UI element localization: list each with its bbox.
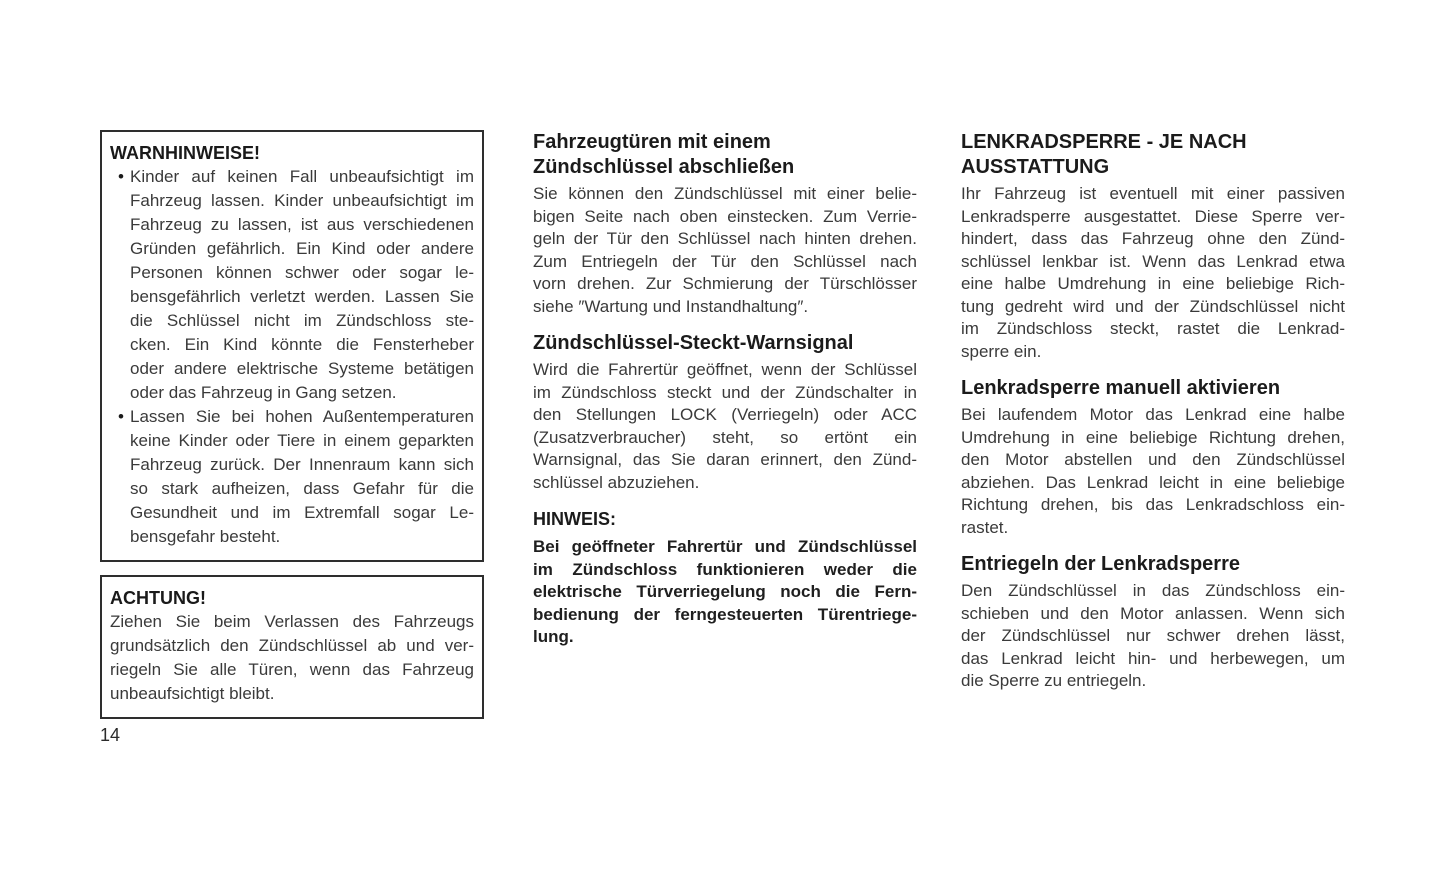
section-body	[533, 359, 917, 494]
section-lenkradsperre	[961, 130, 1345, 363]
text-line: Gesundheit und im Extremfall sogar Le-	[130, 503, 474, 522]
section-body	[961, 404, 1345, 539]
text-line: abziehen. Das Lenkrad leicht in eine beliebige	[961, 472, 1345, 492]
text-line: eine halbe Umdrehung in eine beliebige Rich-	[961, 274, 1345, 293]
text-line: (Zusatzverbraucher) steht, so ertönt ein	[533, 427, 917, 447]
section-fahrzeugtueren-abschliessen	[533, 130, 917, 318]
text-line: tung gedreht wird und der Zündschlüssel nicht	[961, 296, 1345, 316]
section-hinweis	[533, 507, 917, 649]
bullet-icon: •	[118, 407, 124, 426]
text-line: bensgefährlich verletzt werden. Lassen Sie	[130, 287, 474, 306]
warning-box	[100, 130, 484, 562]
text-line: so stark aufheizen, dass Gefahr für die	[130, 479, 474, 498]
text-line: schieben und den Motor anlassen. Wenn sich	[961, 603, 1345, 623]
text-line: sperre ein.	[961, 341, 1042, 361]
text-line: Fahrzeug zurück. Der Innenraum kann sich	[130, 455, 474, 474]
bullet-icon: •	[118, 167, 124, 186]
text-line: Fahrzeug lassen. Kinder unbeaufsichtigt im	[130, 191, 474, 210]
text-line: Warnsignal, das Sie daran erinnert, den Zünd-	[533, 450, 917, 469]
section-heading: Zündschlüssel-Steckt-Warnsignal	[533, 332, 854, 354]
bullet-text	[130, 165, 474, 405]
text-line: den Motor abstellen und den Zündschlüssel	[961, 450, 1345, 469]
text-line: bigen Seite nach oben einstecken. Zum Verrie-	[533, 206, 917, 226]
text-line: vorn drehen. Zur Schmierung der Türschlösser	[533, 274, 917, 293]
text-line: cken. Ein Kind könnte die Fensterheber	[130, 335, 474, 354]
text-line: Fahrzeug zu lassen, ist aus verschiedenen	[130, 215, 474, 234]
text-line: keine Kinder oder Tiere in einem geparkten	[130, 431, 474, 450]
text-line: Zum Entriegeln der Tür den Schlüssel nach	[533, 251, 917, 271]
text-line: der Zündschlüssel nur schwer drehen lässt,	[961, 626, 1345, 645]
text-line: Personen können schwer oder sogar le-	[130, 263, 474, 282]
text-line: Bei laufendem Motor das Lenkrad eine halbe	[961, 405, 1345, 424]
text-line: Bei geöffneter Fahrertür und Zündschlüssel	[533, 537, 917, 556]
section-body	[533, 183, 917, 318]
text-line: Kinder auf keinen Fall unbeaufsichtigt im	[130, 167, 474, 186]
text-line: Umdrehung in eine beliebige Richtung drehen,	[961, 427, 1345, 447]
column-middle	[533, 130, 917, 649]
text-line: im Zündschloss steckt, rastet die Lenkrad-	[961, 319, 1345, 338]
text-line: Lassen Sie bei hohen Außentemperaturen	[130, 407, 474, 426]
warning-box-title: WARNHINWEISE!	[110, 143, 260, 163]
text-line: Gründen gefährlich. Ein Kind oder andere	[130, 239, 474, 258]
column-left	[100, 130, 484, 719]
section-heading: Lenkradsperre manuell aktivieren	[961, 377, 1281, 399]
warning-bullet-item	[110, 405, 474, 549]
section-steckt-warnsignal	[533, 331, 917, 494]
text-line: die Sperre zu entriegeln.	[961, 671, 1147, 690]
text-line: das Lenkrad leicht hin- und herbewegen, um	[961, 648, 1345, 668]
text-line: lung.	[533, 627, 574, 646]
text-line: oder andere elektrische Systeme betätigen	[130, 359, 474, 378]
section-heading: HINWEIS:	[533, 509, 616, 529]
bullet-text	[130, 405, 474, 549]
caution-box	[100, 575, 484, 719]
text-line: grundsätzlich den Zündschlüssel ab und ver-	[110, 636, 474, 655]
warning-box-body	[110, 165, 474, 549]
section-body	[961, 183, 1345, 363]
warning-bullet-item	[110, 165, 474, 405]
text-line: Richtung drehen, bis das Lenkradschloss ein-	[961, 495, 1345, 514]
text-line: den Stellungen LOCK (Verriegeln) oder ACC	[533, 405, 917, 424]
caution-box-body	[110, 610, 474, 706]
text-line: Ihr Fahrzeug ist eventuell mit einer passiven	[961, 184, 1345, 203]
text-line: die Schlüssel nicht im Zündschloss ste-	[130, 311, 474, 330]
text-line: im Zündschloss steckt und der Zündschalter in	[533, 382, 917, 402]
text-line: riegeln Sie alle Türen, wenn das Fahrzeug	[110, 660, 474, 679]
text-line: hindert, dass das Fahrzeug ohne den Zünd-	[961, 229, 1345, 248]
text-line: Den Zündschlüssel in das Zündschloss ein-	[961, 581, 1345, 600]
text-line: Ziehen Sie beim Verlassen des Fahrzeugs	[110, 612, 474, 631]
text-line: oder das Fahrzeug in Gang setzen.	[130, 383, 397, 402]
text-line: schlüssel lenkbar ist. Wenn das Lenkrad etwa	[961, 251, 1345, 271]
text-line: unbeaufsichtigt bleibt.	[110, 684, 275, 703]
section-body	[961, 580, 1345, 693]
page-number: 14	[100, 725, 121, 745]
section-heading: Fahrzeugtüren mit einem Zündschlüssel abschließen	[533, 131, 795, 178]
column-right	[961, 130, 1345, 693]
section-heading: LENKRADSPERRE - JE NACH AUSSTATTUNG	[961, 131, 1247, 178]
text-line: Lenkradsperre ausgestattet. Diese Sperre ver-	[961, 206, 1345, 226]
text-line: siehe ″Wartung und Instandhaltung″.	[533, 296, 809, 316]
section-lenkradsperre-aktivieren	[961, 376, 1345, 539]
text-line: bedienung der ferngesteuerten Türentriege-	[533, 604, 917, 624]
text-line: Sie können den Zündschlüssel mit einer belie-	[533, 184, 917, 203]
section-body	[533, 536, 917, 649]
text-line: schlüssel abzuziehen.	[533, 472, 700, 492]
caution-box-title: ACHTUNG!	[110, 588, 206, 608]
text-line: im Zündschloss funktionieren weder die	[533, 559, 917, 579]
text-line: elektrische Türverriegelung noch die Fern-	[533, 582, 917, 601]
section-lenkradsperre-entriegeln	[961, 552, 1345, 693]
section-heading: Entriegeln der Lenkradsperre	[961, 553, 1240, 575]
text-line: rastet.	[961, 517, 1009, 537]
text-line: bensgefahr besteht.	[130, 527, 281, 546]
text-line: Wird die Fahrertür geöffnet, wenn der Schlüssel	[533, 360, 917, 379]
text-line: geln der Tür den Schlüssel nach hinten drehen.	[533, 229, 917, 248]
